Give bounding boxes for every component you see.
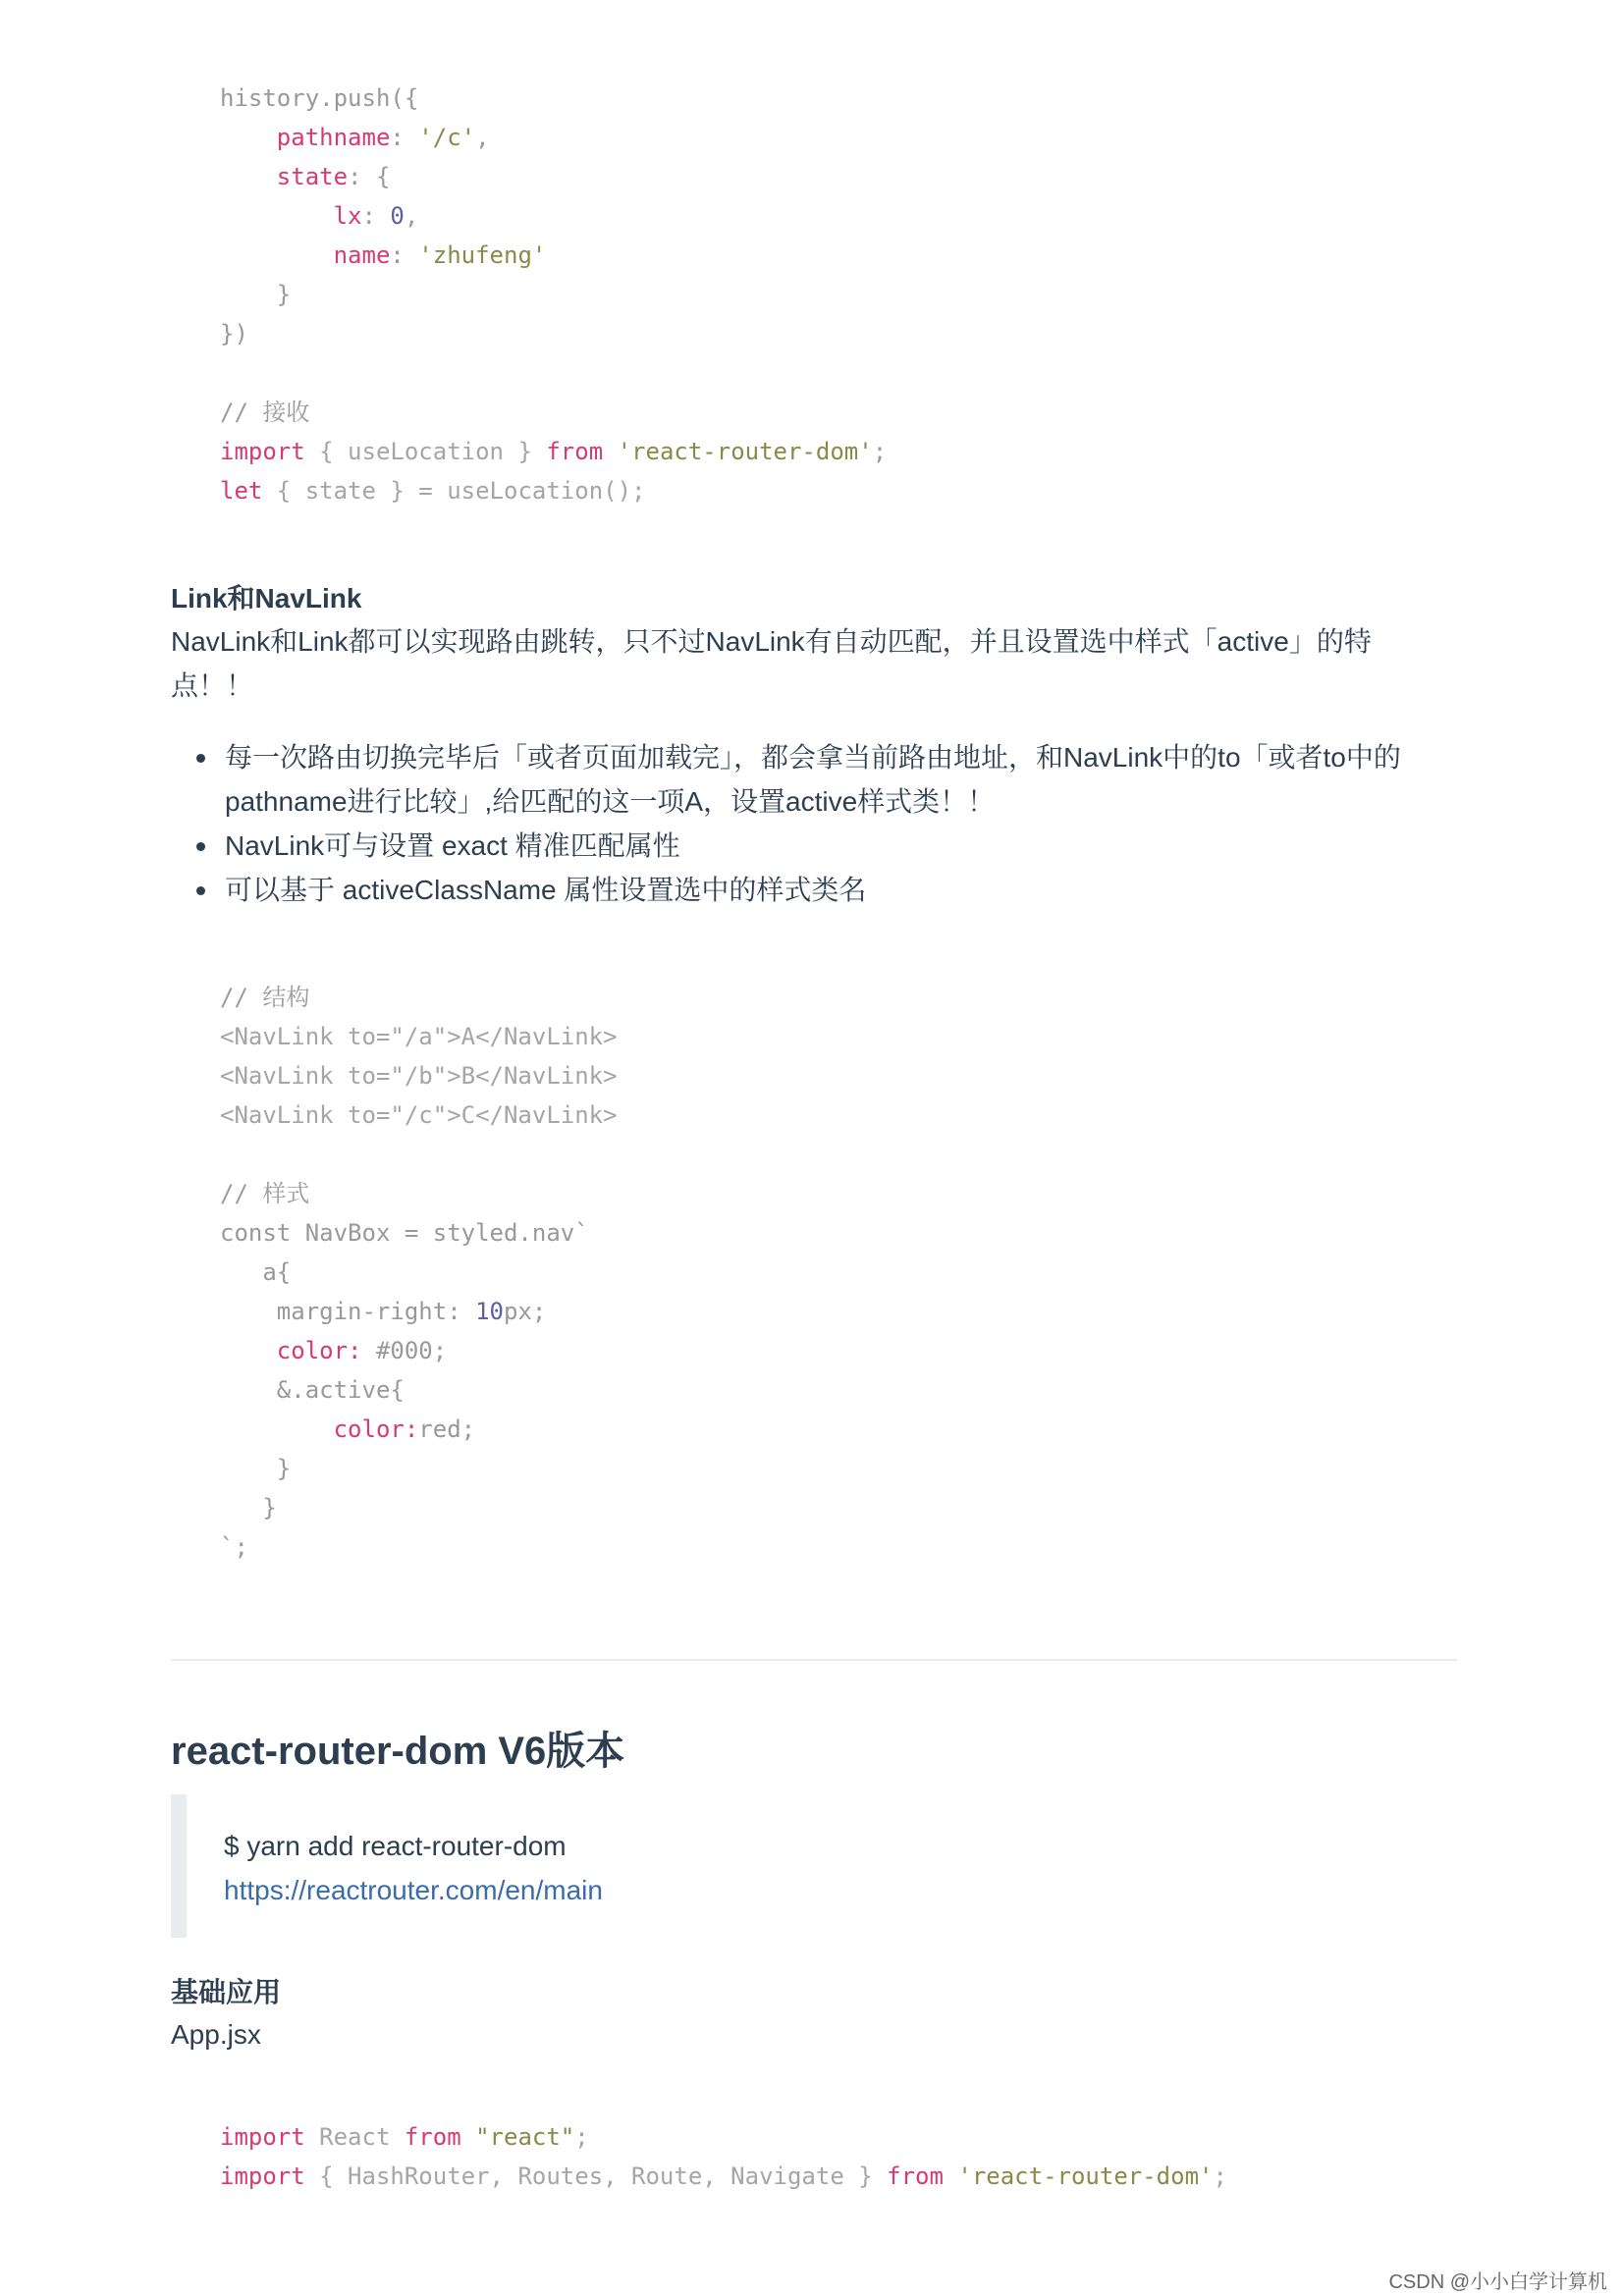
list-item: NavLink可与设置 exact 精准匹配属性 <box>171 824 1437 868</box>
install-command: $ yarn add react-router-dom <box>224 1831 567 1861</box>
code-comment: // 结构 <box>220 984 310 1011</box>
code-line: state: { <box>276 163 391 190</box>
code-block-app-imports <box>220 2117 1398 2196</box>
code-line: } <box>262 1494 277 1522</box>
code-comment: // 接收 <box>220 399 310 426</box>
code-line: color: #000; <box>276 1337 448 1364</box>
code-line: <NavLink to="/c">C</NavLink> <box>220 1101 618 1129</box>
code-line: margin-right: 10px; <box>276 1298 547 1325</box>
file-name-label: App.jsx <box>171 2019 261 2050</box>
code-block-navlink-styles <box>220 978 1104 1567</box>
reactrouter-docs-link[interactable]: https://reactrouter.com/en/main <box>224 1875 603 1905</box>
code-line: import { HashRouter, Routes, Route, Navigate } from 'react-router-dom'; <box>220 2163 1227 2190</box>
code-comment: // 样式 <box>220 1180 310 1207</box>
code-line: <NavLink to="/b">B</NavLink> <box>220 1062 618 1090</box>
code-line: name: 'zhufeng' <box>333 241 547 269</box>
bullet-list <box>171 735 1437 912</box>
list-item: 可以基于 activeClassName 属性设置选中的样式类名 <box>171 868 1437 912</box>
code-line: let { state } = useLocation(); <box>220 477 646 505</box>
code-line: } <box>276 1455 292 1482</box>
blockquote <box>171 1794 1267 1938</box>
code-line: import React from "react"; <box>220 2123 589 2151</box>
code-line: <NavLink to="/a">A</NavLink> <box>220 1023 618 1050</box>
code-line: } <box>276 281 292 308</box>
csdn-watermark: CSDN @小小白学计算机 <box>1388 2271 1607 2293</box>
heading-react-router-v6: react-router-dom V6版本 <box>171 1730 625 1773</box>
code-line: }) <box>220 320 248 347</box>
code-line: lx: 0, <box>333 202 419 230</box>
code-line: const NavBox = styled.nav` <box>220 1219 589 1247</box>
code-line: `; <box>220 1533 248 1561</box>
section-divider <box>171 1659 1457 1661</box>
heading-link-navlink: Link和NavLink <box>171 583 362 614</box>
paragraph-navlink-description: NavLink和Link都可以实现路由跳转，只不过NavLink有自动匹配，并且设置选中样式「active」的特点！！ <box>171 626 1372 701</box>
code-line: color:red; <box>333 1415 476 1443</box>
code-line: &.active{ <box>276 1376 405 1404</box>
list-item: 每一次路由切换完毕后「或者页面加载完」，都会拿当前路由地址，和NavLink中的to「或者to中的pathname进行比较」,给匹配的这一项A，设置active样式类！！ <box>171 735 1437 824</box>
code-line: pathname: '/c', <box>276 124 490 151</box>
code-line: history.push({ <box>220 84 419 112</box>
code-line: import { useLocation } from 'react-router-dom'; <box>220 438 888 465</box>
heading-basic-usage: 基础应用 <box>171 1977 282 2007</box>
code-block-history-push <box>220 79 1104 510</box>
code-line: a{ <box>262 1258 292 1286</box>
